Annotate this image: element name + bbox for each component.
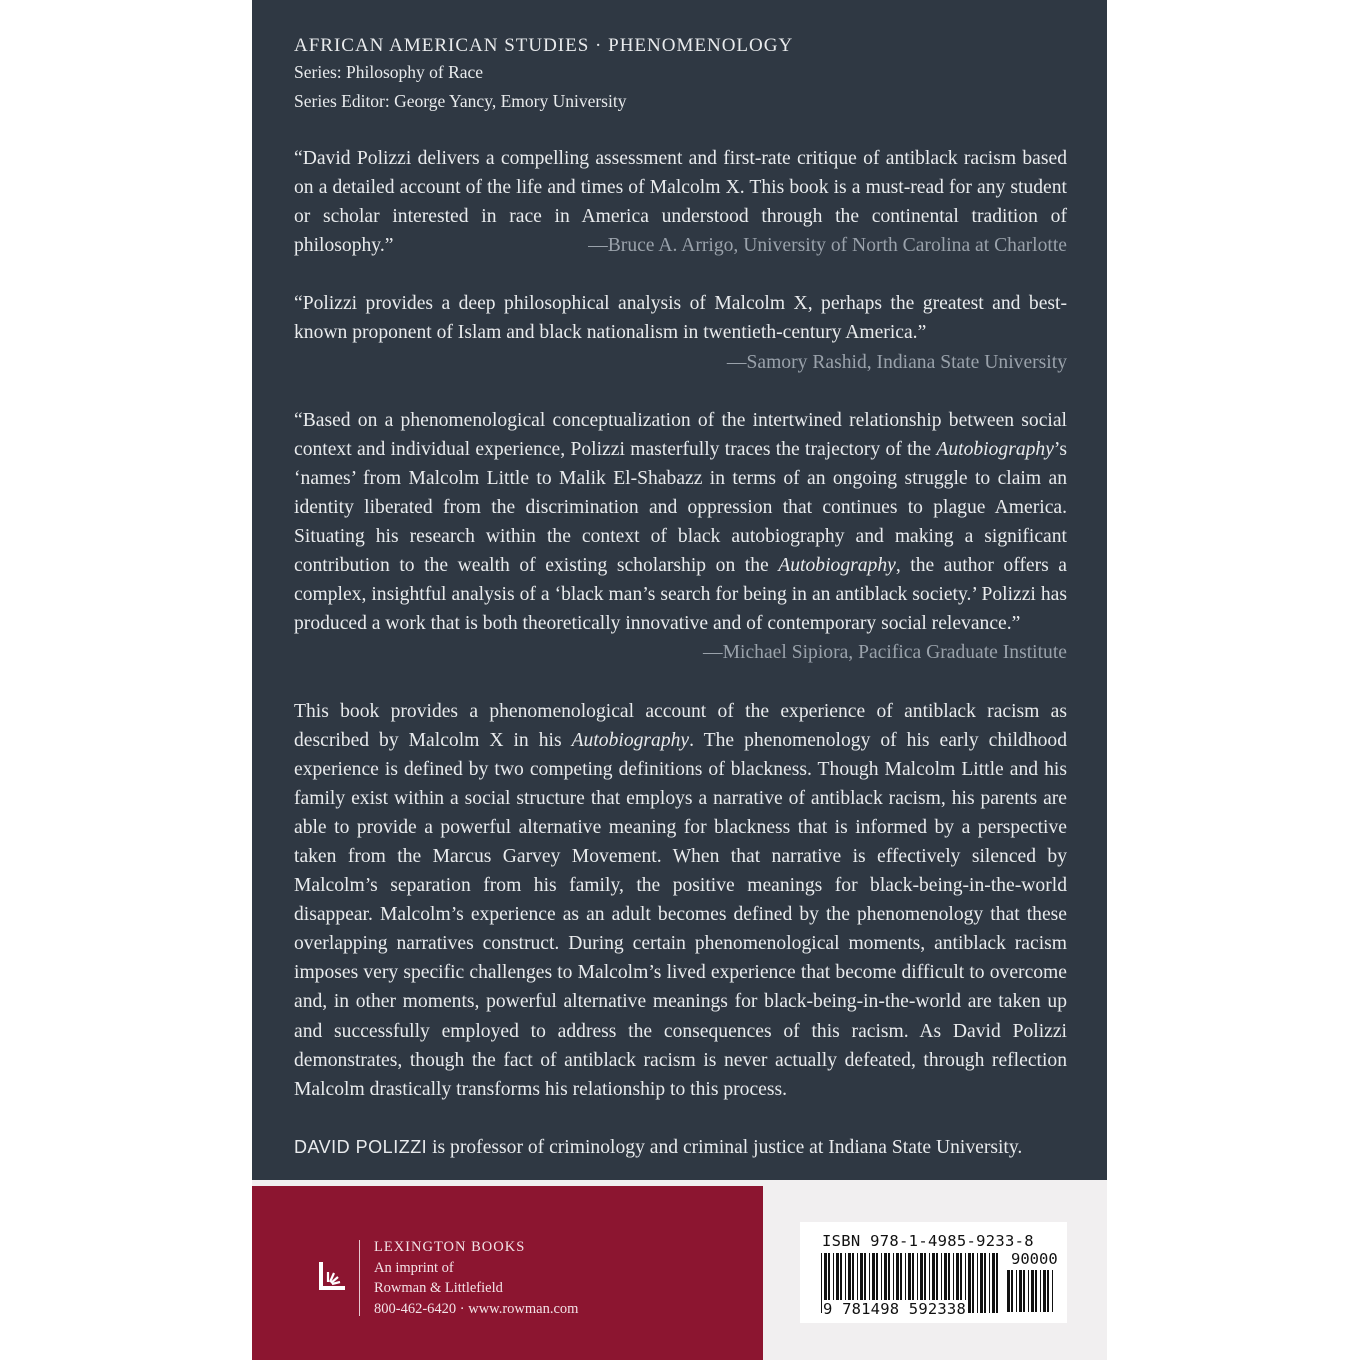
- barcode-bar: [1023, 1270, 1025, 1312]
- addon-barcode-bars: [1007, 1270, 1053, 1312]
- barcode-bar: [1035, 1270, 1037, 1312]
- endorsement-attribution: —Bruce A. Arrigo, University of North Carolina at Charlotte: [588, 235, 1067, 257]
- parent-publisher: Rowman & Littlefield: [374, 1280, 503, 1296]
- series-editor: Series Editor: George Yancy, Emory University: [294, 91, 627, 111]
- barcode-bar: [992, 1253, 995, 1313]
- endorsement-quote: “David Polizzi delivers a compelling assessment and first-rate critique of antiblack racism based on a detailed account of the life and times of Malcolm X. This book is a must-read for any student or scholar interested in race in America understood through the continental tradition of philosophy.”: [294, 148, 1067, 257]
- barcode-bar: [1043, 1270, 1046, 1312]
- isbn-label: ISBN 978-1-4985-9233-8: [822, 1232, 1034, 1250]
- publisher-contact: 800-462-6420 · www.rowman.com: [374, 1300, 579, 1317]
- description-text: . The phenomenology of his early childhood experience is defined by two competing definitions of blackness. Though Malcolm Little and his family exist within a social structure that employs a narrative of antiblack racism, his parents are able to provide a powerful alternative meaning for blackness that is informed by a perspective taken from the Marcus Garvey Movement. When that narrative is effectively silenced by Malcolm’s separation from his family, the positive meanings for black-being-in-the-world disappear. Malcolm’s experience as an adult becomes defined by the phenomenology that these overlapping narratives construct. During certain phenomenological moments, antiblack racism imposes very specific challenges to Malcolm’s lived experience that become difficult to overcome and, in other moments, powerful alternative meanings for black-being-in-the-world are taken up and successfully employed to address the consequences of this racism. As David Polizzi demonstrates, though the fact of antiblack racism is never actually defeated, through reflection Malcolm drastically transforms his relationship to this process.: [294, 729, 1068, 1100]
- barcode-bar: [1040, 1270, 1041, 1312]
- endorsement-2: [294, 289, 1067, 376]
- endorsement-quote: “Polizzi provides a deep philosophical analysis of Malcolm X, perhaps the greatest and best-known proponent of Islam and black nationalism in twentieth-century America.”: [294, 293, 1067, 344]
- author-bio-text: is professor of criminology and criminal justice at Indiana State University.: [427, 1136, 1023, 1158]
- book-description: [294, 697, 1067, 1104]
- quote-text: , the author offers a complex, insightful analysis of a ‘black man’s search for being in an antiblack society.’ Polizzi has produced a work that is both theoretically innovative and of contemporary social relevance.”: [294, 555, 1067, 635]
- series-name: Series: Philosophy of Race: [294, 62, 484, 82]
- barcode-bar: [968, 1253, 971, 1313]
- barcode-bar: [980, 1253, 983, 1313]
- barcode-bar: [1031, 1270, 1034, 1312]
- barcode-bar: [1011, 1270, 1013, 1312]
- author-name: DAVID POLIZZI: [294, 1136, 428, 1157]
- endorsement-1: [294, 144, 1067, 260]
- description-text: This book provides a phenomenological account of the experience of antiblack racism as described by Malcolm X in his: [294, 700, 1067, 751]
- barcode-bar: [1028, 1270, 1029, 1312]
- book-title-italic: Autobiography: [778, 555, 896, 577]
- barcode-bar: [1007, 1270, 1010, 1312]
- subject-categories: AFRICAN AMERICAN STUDIES · PHENOMENOLOGY: [294, 35, 794, 56]
- publisher-panel: [252, 1186, 763, 1360]
- publisher-divider: [359, 1240, 360, 1316]
- book-title-italic: Autobiography: [936, 438, 1054, 460]
- back-cover: [252, 0, 1107, 1360]
- barcode-bar: [1052, 1270, 1053, 1312]
- barcode-bar: [1016, 1270, 1017, 1312]
- ean-digits: 9 781498 592338: [823, 1300, 966, 1318]
- quote-text: ’s ‘names’ from Malcolm Little to Malik El-Shabazz in terms of an ongoing struggle to claim an identity liberated from the discrimination and oppression that continues to plague America. Situating his research within the context of black autobiography and making a significant contribution to the wealth of existing scholarship on the: [294, 438, 1067, 577]
- isbn-barcode-box: [800, 1222, 1067, 1323]
- quote-text: “Based on a phenomenological conceptualization of the intertwined relationship between social context and individual experience, Polizzi masterfully traces the trajectory of the: [294, 409, 1067, 460]
- author-bio: [294, 1133, 1067, 1162]
- endorsement-attribution: —Samory Rashid, Indiana State University: [726, 351, 1067, 373]
- series-header: [294, 34, 1067, 116]
- endorsement-attribution: —Michael Sipiora, Pacifica Graduate Institute: [703, 642, 1067, 664]
- imprint-line: An imprint of: [374, 1259, 454, 1276]
- endorsement-quote: [294, 406, 1067, 639]
- barcode-bar: [977, 1253, 978, 1313]
- barcode-bar: [996, 1253, 998, 1313]
- barcode-bar: [989, 1253, 990, 1313]
- cover-text-area: [294, 34, 1067, 1162]
- endorsement-3: [294, 406, 1067, 668]
- barcode-bar: [1047, 1270, 1049, 1312]
- bottom-band: [252, 1180, 1107, 1360]
- barcode-bar: [1019, 1270, 1022, 1312]
- price-code: 90000: [1011, 1250, 1058, 1268]
- publisher-name: LEXINGTON BOOKS: [374, 1239, 526, 1255]
- barcode-bar: [972, 1253, 974, 1313]
- book-title-italic: Autobiography: [571, 729, 690, 751]
- barcode-bar: [984, 1253, 986, 1313]
- publisher-info: [374, 1237, 578, 1319]
- lexington-logo-icon: [317, 1258, 349, 1294]
